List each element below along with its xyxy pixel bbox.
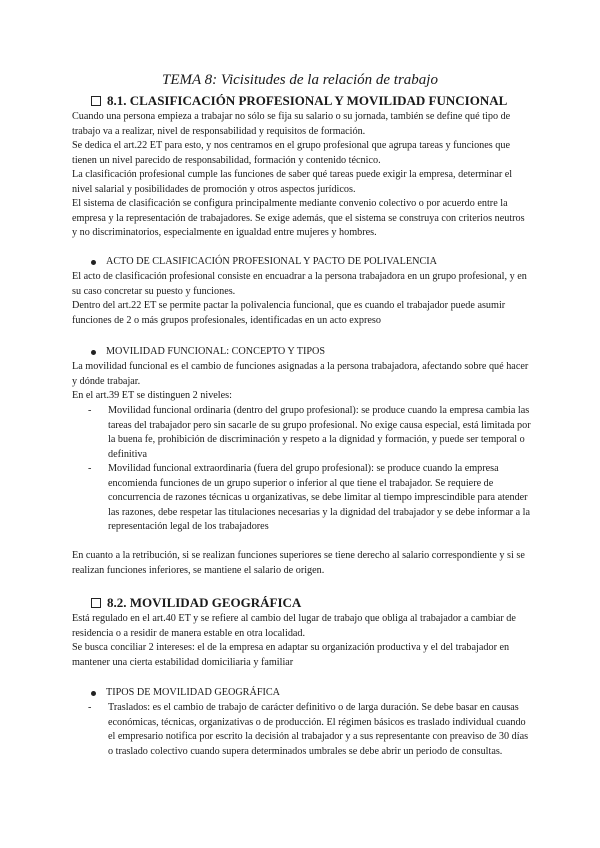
- paragraph: Se dedica el art.22 ET para esto, y nos centramos en el grupo profesional que agrupa tareas y funciones que tienen un nivel parecido de responsabilidad, formación y contenido técnico.: [72, 140, 511, 166]
- section-heading-text: 8.1. CLASIFICACIÓN PROFESIONAL Y MOVILIDAD FUNCIONAL: [107, 93, 508, 108]
- list-item: - Traslados: es el cambio de trabajo de carácter definitivo o de larga duración. Se debe basar en causas económicas, técnicas, organizativas o de producción. El régimen básicos es traslado individual cuando el empresario notifica por escrito la decisión al trabajador y a sus representante con preaviso de 30 días o traslado colectivo cuando supera determinados umbrales se debe abrir un periodo de consultas.: [88, 701, 534, 759]
- paragraph: El sistema de clasificación se configura principalmente mediante convenio colectivo o por acuerdo entre la empresa y la representación de trabajadores. Se exige además, que el sistema se construya con criterios neutros y no discriminatorios, especialmente en igualdad entre mujeres y hombres.: [72, 198, 525, 239]
- bullet-text: TIPOS DE MOVILIDAD GEOGRÁFICA: [106, 687, 281, 698]
- paragraph: Cuando una persona empieza a trabajar no sólo se fija su salario o su jornada, también se define qué tipo de trabajo va a realizar, nivel de responsabilidad y requisitos de formación.: [72, 111, 511, 137]
- bullet-heading: [91, 686, 280, 700]
- paragraph: En cuanto a la retribución, si se realizan funciones superiores se tiene derecho al salario correspondiente y si se realizan funciones inferiores, se mantiene el salario de origen.: [72, 550, 525, 576]
- list-item-text: Movilidad funcional ordinaria (dentro del grupo profesional): se produce cuando la empresa cambia las tareas del trabajador pero sin sacarle de su grupo profesional. No exige causa especial, está limitada por la buena fe, prohibición de discriminación y respeto a la dignidad y formación, y puede ser temporal o definitiva: [108, 405, 531, 460]
- list-item: - Movilidad funcional ordinaria (dentro del grupo profesional): se produce cuando la empresa cambia las tareas del trabajador pero sin sacarle de su grupo profesional. No exige causa especial, está limitada por la buena fe, prohibición de discriminación y respeto a la dignidad y formación, y puede ser temporal o definitiva: [88, 404, 534, 462]
- checkbox-icon: [91, 598, 101, 608]
- section-heading-8-2: [91, 594, 301, 611]
- document-title: TEMA 8: Vicisitudes de la relación de trabajo: [162, 72, 438, 88]
- paragraph: Dentro del art.22 ET se permite pactar la polivalencia funcional, que es cuando el trabajador puede asumir funciones de 2 o más grupos profesionales, identificadas en un acto expreso: [72, 300, 506, 326]
- section-heading-8-1: [91, 92, 507, 109]
- list-item-text: Movilidad funcional extraordinaria (fuera del grupo profesional): se produce cuando la empresa encomienda funciones de un grupo superior o inferior al que tiene el trabajador. Se requiere de concurrencia de razones técnicas u organizativas, se debe limitar al tiempo imprescindible para atender las razones, debe respetar las titulaciones necesarias y la dignidad del trabajador y se debe informar a la representación legal de los trabajadores: [108, 463, 531, 533]
- list-item-text: Traslados: es el cambio de trabajo de carácter definitivo o de larga duración. Se debe basar en causas económicas, técnicas, organizativas o de producción. El régimen básicos es traslado individual cuando el empresario notifica por escrito la decisión al trabajador y a sus representante con preaviso de 30 días o traslado colectivo cuando supera determinados umbrales se debe abrir un periodo de consultas.: [108, 702, 529, 757]
- bullet-heading: [91, 255, 437, 269]
- paragraph: La clasificación profesional cumple las funciones de saber qué tareas puede exigir la empresa, determinar el nivel salarial y posibilidades de promoción y otros aspectos jurídicos.: [72, 169, 513, 195]
- paragraph: La movilidad funcional es el cambio de funciones asignadas a la persona trabajadora, afectando sobre qué hacer y dónde trabajar.: [72, 361, 529, 387]
- bullet-icon: [91, 350, 96, 355]
- paragraph: Se busca conciliar 2 intereses: el de la empresa en adaptar su organización productiva y el del trabajador en mantener una cierta estabilidad domiciliaria y familiar: [72, 642, 510, 668]
- section-heading-text: 8.2. MOVILIDAD GEOGRÁFICA: [107, 595, 302, 610]
- paragraph: En el art.39 ET se distinguen 2 niveles:: [72, 390, 232, 401]
- bullet-icon: [91, 260, 96, 265]
- paragraph: Está regulado en el art.40 ET y se refiere al cambio del lugar de trabajo que obliga al trabajador a cambiar de residencia o a residir de manera estable en otra localidad.: [72, 613, 516, 639]
- bullet-text: MOVILIDAD FUNCIONAL: CONCEPTO Y TIPOS: [106, 346, 326, 357]
- bullet-heading: [91, 345, 325, 359]
- checkbox-icon: [91, 96, 101, 106]
- paragraph: El acto de clasificación profesional consiste en encuadrar a la persona trabajadora en un grupo profesional, y en su caso concretar su puesto y funciones.: [72, 271, 527, 297]
- bullet-icon: [91, 691, 96, 696]
- list-item: - Movilidad funcional extraordinaria (fuera del grupo profesional): se produce cuando la empresa encomienda funciones de un grupo superior o inferior al que tiene el trabajador. Se requiere de concurrencia de razones técnicas u organizativas, se debe limitar al tiempo imprescindible para atender las razones, debe respetar las titulaciones necesarias y la dignidad del trabajador y se debe informar a la representación legal de los trabajadores: [88, 462, 534, 535]
- bullet-text: ACTO DE CLASIFICACIÓN PROFESIONAL Y PACTO DE POLIVALENCIA: [106, 256, 438, 267]
